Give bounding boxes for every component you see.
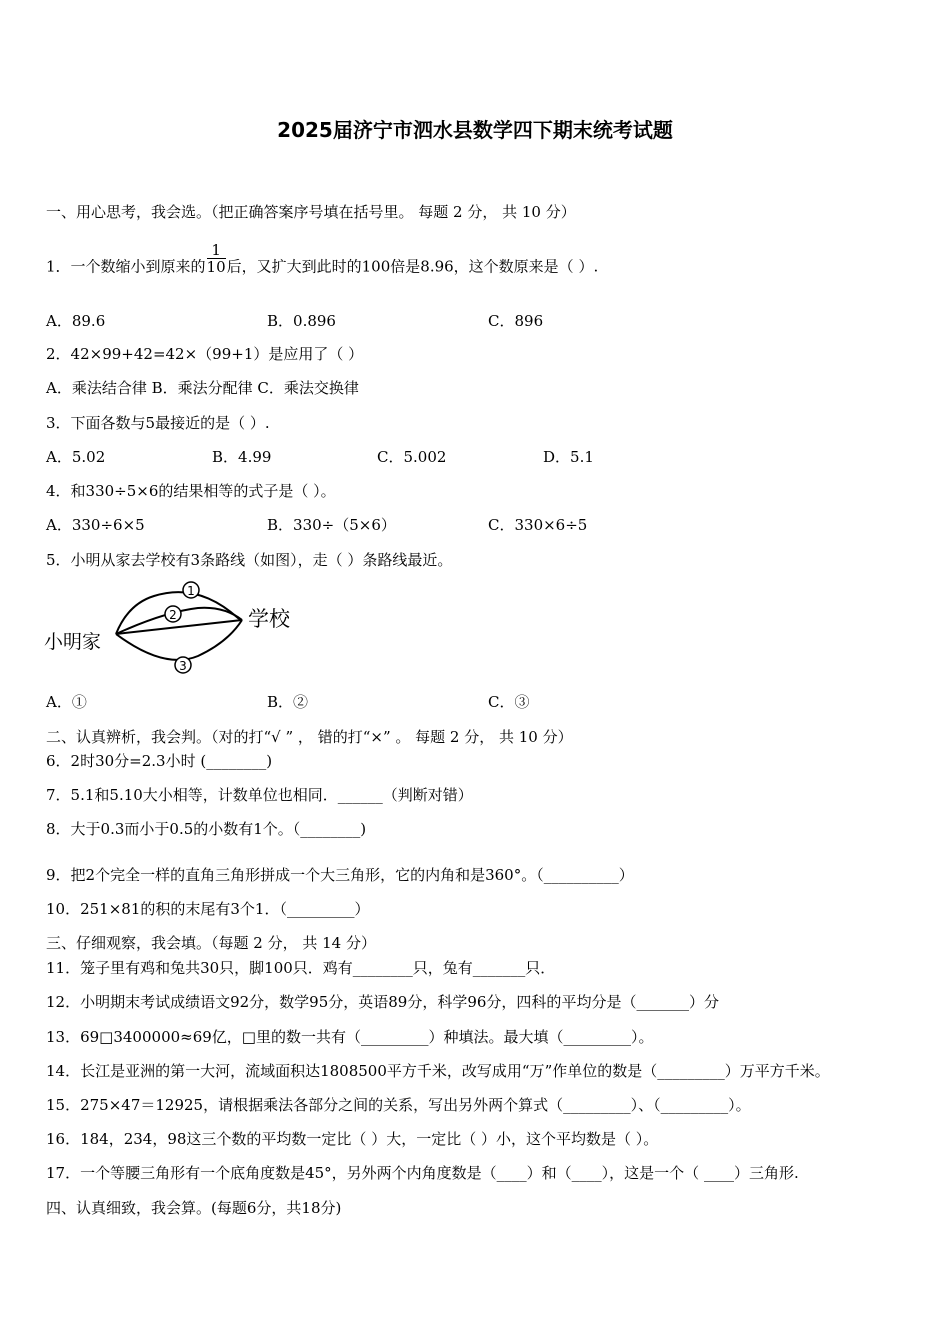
question-12: 12．小明期末考试成绩语文92分，数学95分，英语89分，科学96分，四科的平均分是（_______）分	[46, 993, 719, 1011]
route-1-number: 1	[187, 584, 195, 598]
question-1-suffix: 后，又扩大到此时的100倍是8.96，这个数原来是（ ）.	[226, 257, 599, 276]
question-2: 2．42×99+42=42×（99+1）是应用了（ ）	[46, 345, 364, 363]
q3-option-a: A．5.02	[46, 448, 106, 466]
q3-option-b: B．4.99	[212, 448, 272, 466]
q4-option-b: B．330÷（5×6）	[267, 516, 396, 534]
fraction-one-tenth	[207, 242, 226, 275]
q5-option-b: B．②	[267, 693, 309, 711]
question-16: 16．184，234，98这三个数的平均数一定比（ ）大，一定比（ ）小，这个平均数是（ ）。	[46, 1130, 659, 1148]
page-title: 2025届济宁市泗水县数学四下期末统考试题	[277, 118, 673, 142]
q1-option-c: C．896	[488, 312, 544, 330]
question-1	[46, 241, 599, 284]
question-13: 13．69□3400000≈69亿，□里的数一共有（_________）种填法。最大填（_________）。	[46, 1028, 654, 1046]
q4-option-c: C．330×6÷5	[488, 516, 588, 534]
route-3-number: 3	[179, 659, 187, 673]
question-8: 8．大于0.3而小于0.5的小数有1个。（________)	[46, 820, 367, 838]
section-2-heading: 二、认真辨析，我会判。（对的打“√ ” ， 错的打“×” 。 每题 2 分， 共 10 分）	[46, 728, 573, 746]
school-label: 学校	[248, 607, 290, 631]
question-10: 10．251×81的积的末尾有3个1．（_________）	[46, 900, 370, 918]
home-label: 小明家	[44, 631, 102, 653]
q5-option-a: A．①	[46, 693, 87, 711]
q1-option-a: A．89.6	[46, 312, 106, 330]
section-1-heading: 一、用心思考，我会选。（把正确答案序号填在括号里。 每题 2 分， 共 10 分）	[46, 203, 576, 221]
question-17: 17．一个等腰三角形有一个底角度数是45°，另外两个内角度数是（____）和（____），这是一个（ ____）三角形.	[46, 1164, 799, 1182]
q3-option-c: C．5.002	[377, 448, 447, 466]
q1-option-b: B．0.896	[267, 312, 336, 330]
question-15: 15．275×47＝12925，请根据乘法各部分之间的关系，写出另外两个算式（_________）、（_________）。	[46, 1096, 751, 1114]
q3-option-d: D．5.1	[543, 448, 594, 466]
q4-option-a: A．330÷6×5	[46, 516, 145, 534]
question-14: 14．长江是亚洲的第一大河，流域面积达1808500平方千米，改写成用“万”作单位的数是（_________）万平方千米。	[46, 1062, 830, 1080]
section-3-heading: 三、仔细观察，我会填。（每题 2 分， 共 14 分）	[46, 934, 376, 952]
question-5: 5．小明从家去学校有3条路线（如图），走（ ）条路线最近。	[46, 551, 453, 569]
question-3: 3．下面各数与5最接近的是（ ）.	[46, 414, 270, 432]
q5-option-c: C．③	[488, 693, 530, 711]
route-2-number: 2	[169, 608, 177, 622]
q2-options: A．乘法结合律 B．乘法分配律 C．乘法交换律	[46, 379, 359, 397]
route-diagram	[42, 574, 312, 684]
question-4: 4．和330÷5×6的结果相等的式子是（ ）。	[46, 482, 336, 500]
section-4-heading: 四、认真细致，我会算。(每题6分，共18分)	[46, 1199, 342, 1217]
fraction-numerator: 1	[207, 242, 226, 259]
question-7: 7．5.1和5.10大小相等，计数单位也相同．______（判断对错）	[46, 786, 473, 804]
question-6: 6．2时30分=2.3小时 (________)	[46, 752, 273, 770]
fraction-denominator: 10	[206, 258, 226, 276]
question-9: 9．把2个完全一样的直角三角形拼成一个大三角形，它的内角和是360°。（__________）	[46, 866, 634, 884]
question-1-prefix: 1．一个数缩小到原来的	[46, 257, 206, 276]
route-straight-path	[116, 620, 242, 634]
question-11: 11．笼子里有鸡和兔共30只，脚100只．鸡有________只，兔有_______只．	[46, 959, 556, 977]
